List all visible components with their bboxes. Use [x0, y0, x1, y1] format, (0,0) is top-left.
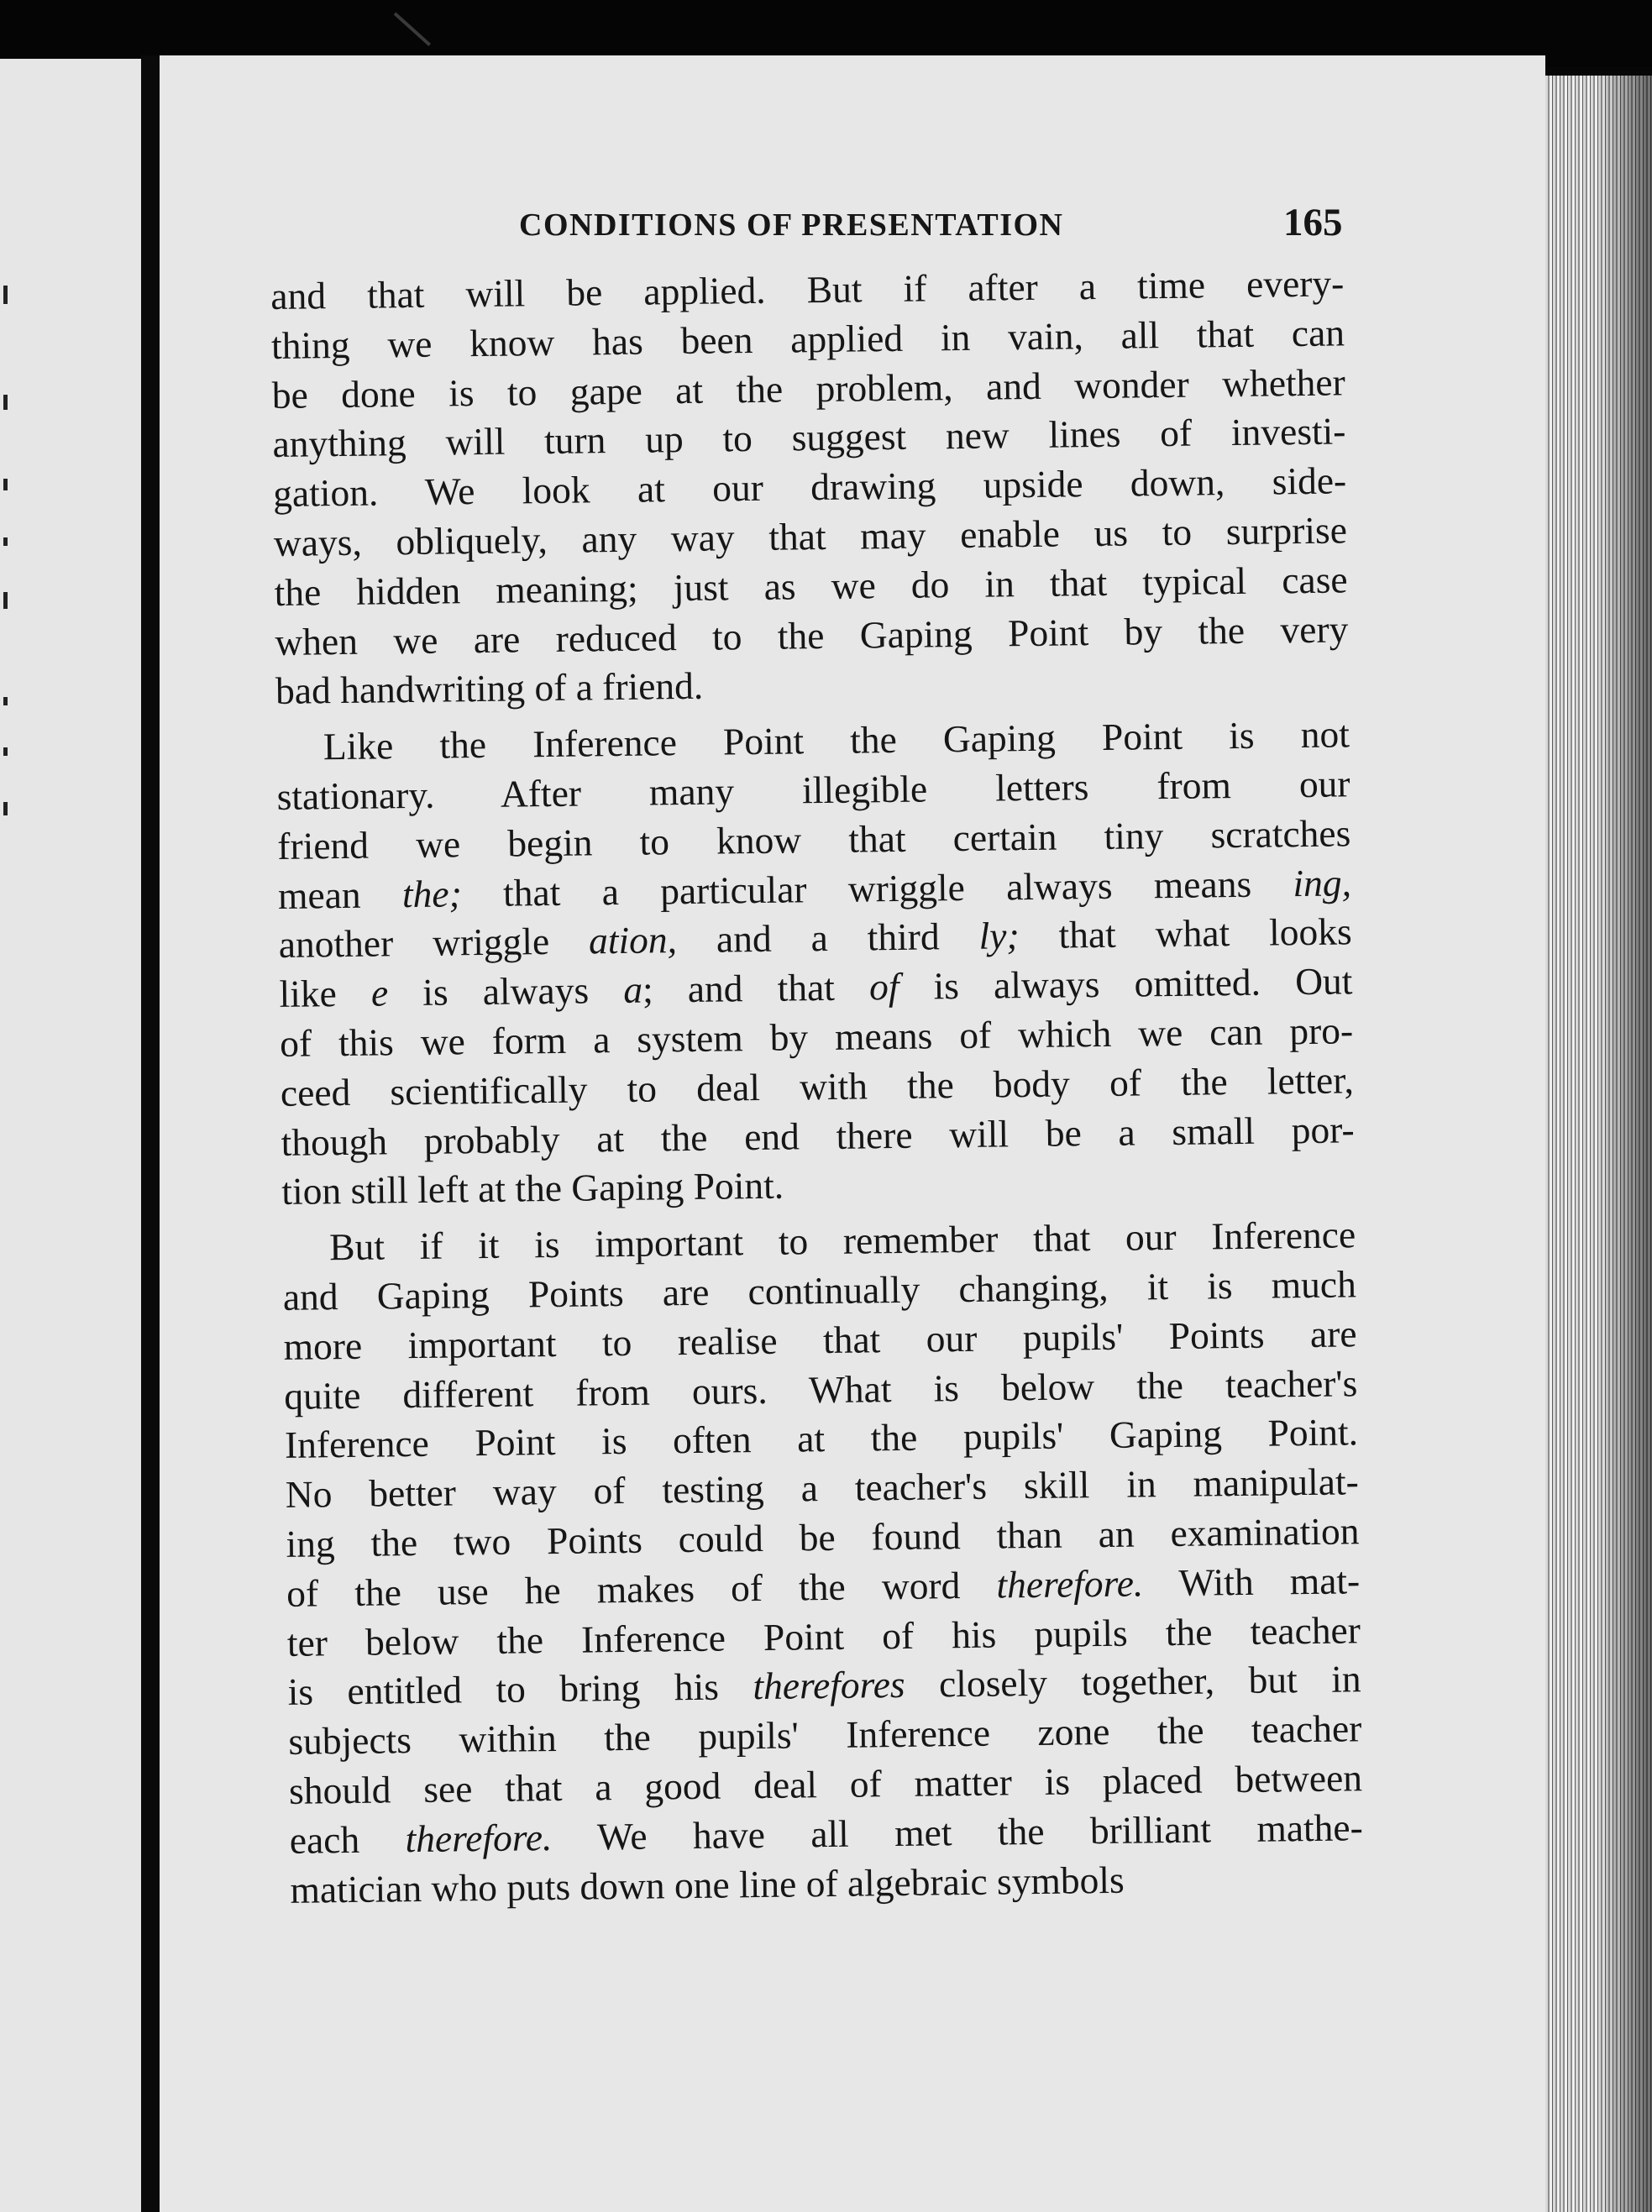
text-line: gation. We look at our drawing upside down, side- — [272, 459, 1347, 516]
facing-page-glyph — [3, 537, 8, 546]
text-line: should see that a good deal of matter is placed between — [288, 1756, 1363, 1812]
text-line: is entitled to bring his therefores closely together, but in — [287, 1657, 1361, 1714]
text-line: like e is always a; and that of is always omitted. Out — [279, 959, 1353, 1016]
paragraph — [270, 259, 1349, 716]
page-edge-shadow — [1596, 76, 1652, 2212]
text-line: mean the; that a particular wriggle always means ing, — [277, 860, 1352, 917]
text-line: ceed scientifically to deal with the body of the letter, — [280, 1058, 1355, 1114]
facing-page-glyph — [3, 697, 8, 705]
facing-page-glyph — [3, 395, 8, 410]
text-line: another wriggle ation, and a third ly; that what looks — [278, 909, 1353, 967]
running-head — [0, 198, 1652, 257]
text-line: and that will be applied. But if after a time every- — [270, 261, 1345, 317]
paragraph — [276, 710, 1356, 1218]
text-line: be done is to gape at the problem, and wonder whether — [271, 359, 1346, 417]
text-line: each therefore. We have all met the brilliant mathe- — [289, 1805, 1364, 1862]
text-line: thing we know has been applied in vain, all that can — [270, 311, 1345, 367]
text-line: Inference Point is often at the pupils' Gaping Point. — [284, 1410, 1359, 1467]
text-line: No better way of testing a teacher's skill in manipulat- — [285, 1460, 1359, 1517]
text-line: Like the Inference Point the Gaping Point is not — [323, 712, 1350, 768]
text-line: quite different from ours. What is below the teacher's — [284, 1360, 1358, 1418]
facing-page-glyph — [3, 802, 8, 815]
text-line: when we are reduced to the Gaping Point by the very — [275, 606, 1349, 663]
text-line: stationary. After many illegible letters from our — [276, 762, 1350, 818]
paragraph — [282, 1210, 1364, 1915]
book-gutter — [141, 55, 160, 2212]
text-line: subjects within the pupils' Inference zone the teacher — [288, 1706, 1362, 1763]
page-number: 165 — [1283, 201, 1343, 244]
text-line: ing the two Points could be found than an examination — [286, 1509, 1360, 1565]
facing-page-glyph — [3, 592, 8, 609]
text-line: and Gaping Points are continually changing, it is much — [282, 1262, 1357, 1318]
text-line: ter below the Inference Point of his pupils the teacher — [286, 1607, 1361, 1664]
text-line: of this we form a system by means of which we can pro- — [279, 1009, 1354, 1065]
facing-page-edge — [0, 59, 141, 2212]
text-line: tion still left at the Gaping Point. — [281, 1163, 784, 1213]
text-line: the hidden meaning; just as we do in that typical case — [274, 558, 1348, 614]
text-line: But if it is important to remember that our Inference — [328, 1213, 1356, 1269]
text-line: more important to realise that our pupils' Points are — [283, 1312, 1357, 1368]
text-line: friend we begin to know that certain tiny scratches — [277, 811, 1351, 868]
body-text — [270, 259, 1364, 1915]
running-head-title: CONDITIONS OF PRESENTATION — [519, 207, 1064, 243]
facing-page-glyph — [3, 286, 8, 304]
text-line: though probably at the end there will be a small por- — [281, 1107, 1355, 1164]
text-line: matician who puts down one line of algebraic symbols — [290, 1858, 1125, 1911]
text-line: bad handwriting of a friend. — [275, 664, 704, 713]
text-line: ways, obliquely, any way that may enable us to surprise — [273, 508, 1348, 564]
text-line: anything will turn up to suggest new lines of investi- — [272, 409, 1346, 466]
facing-page-glyph — [3, 747, 8, 756]
text-line: of the use he makes of the word therefore. With mat- — [286, 1558, 1361, 1615]
facing-page-glyph — [3, 479, 8, 490]
